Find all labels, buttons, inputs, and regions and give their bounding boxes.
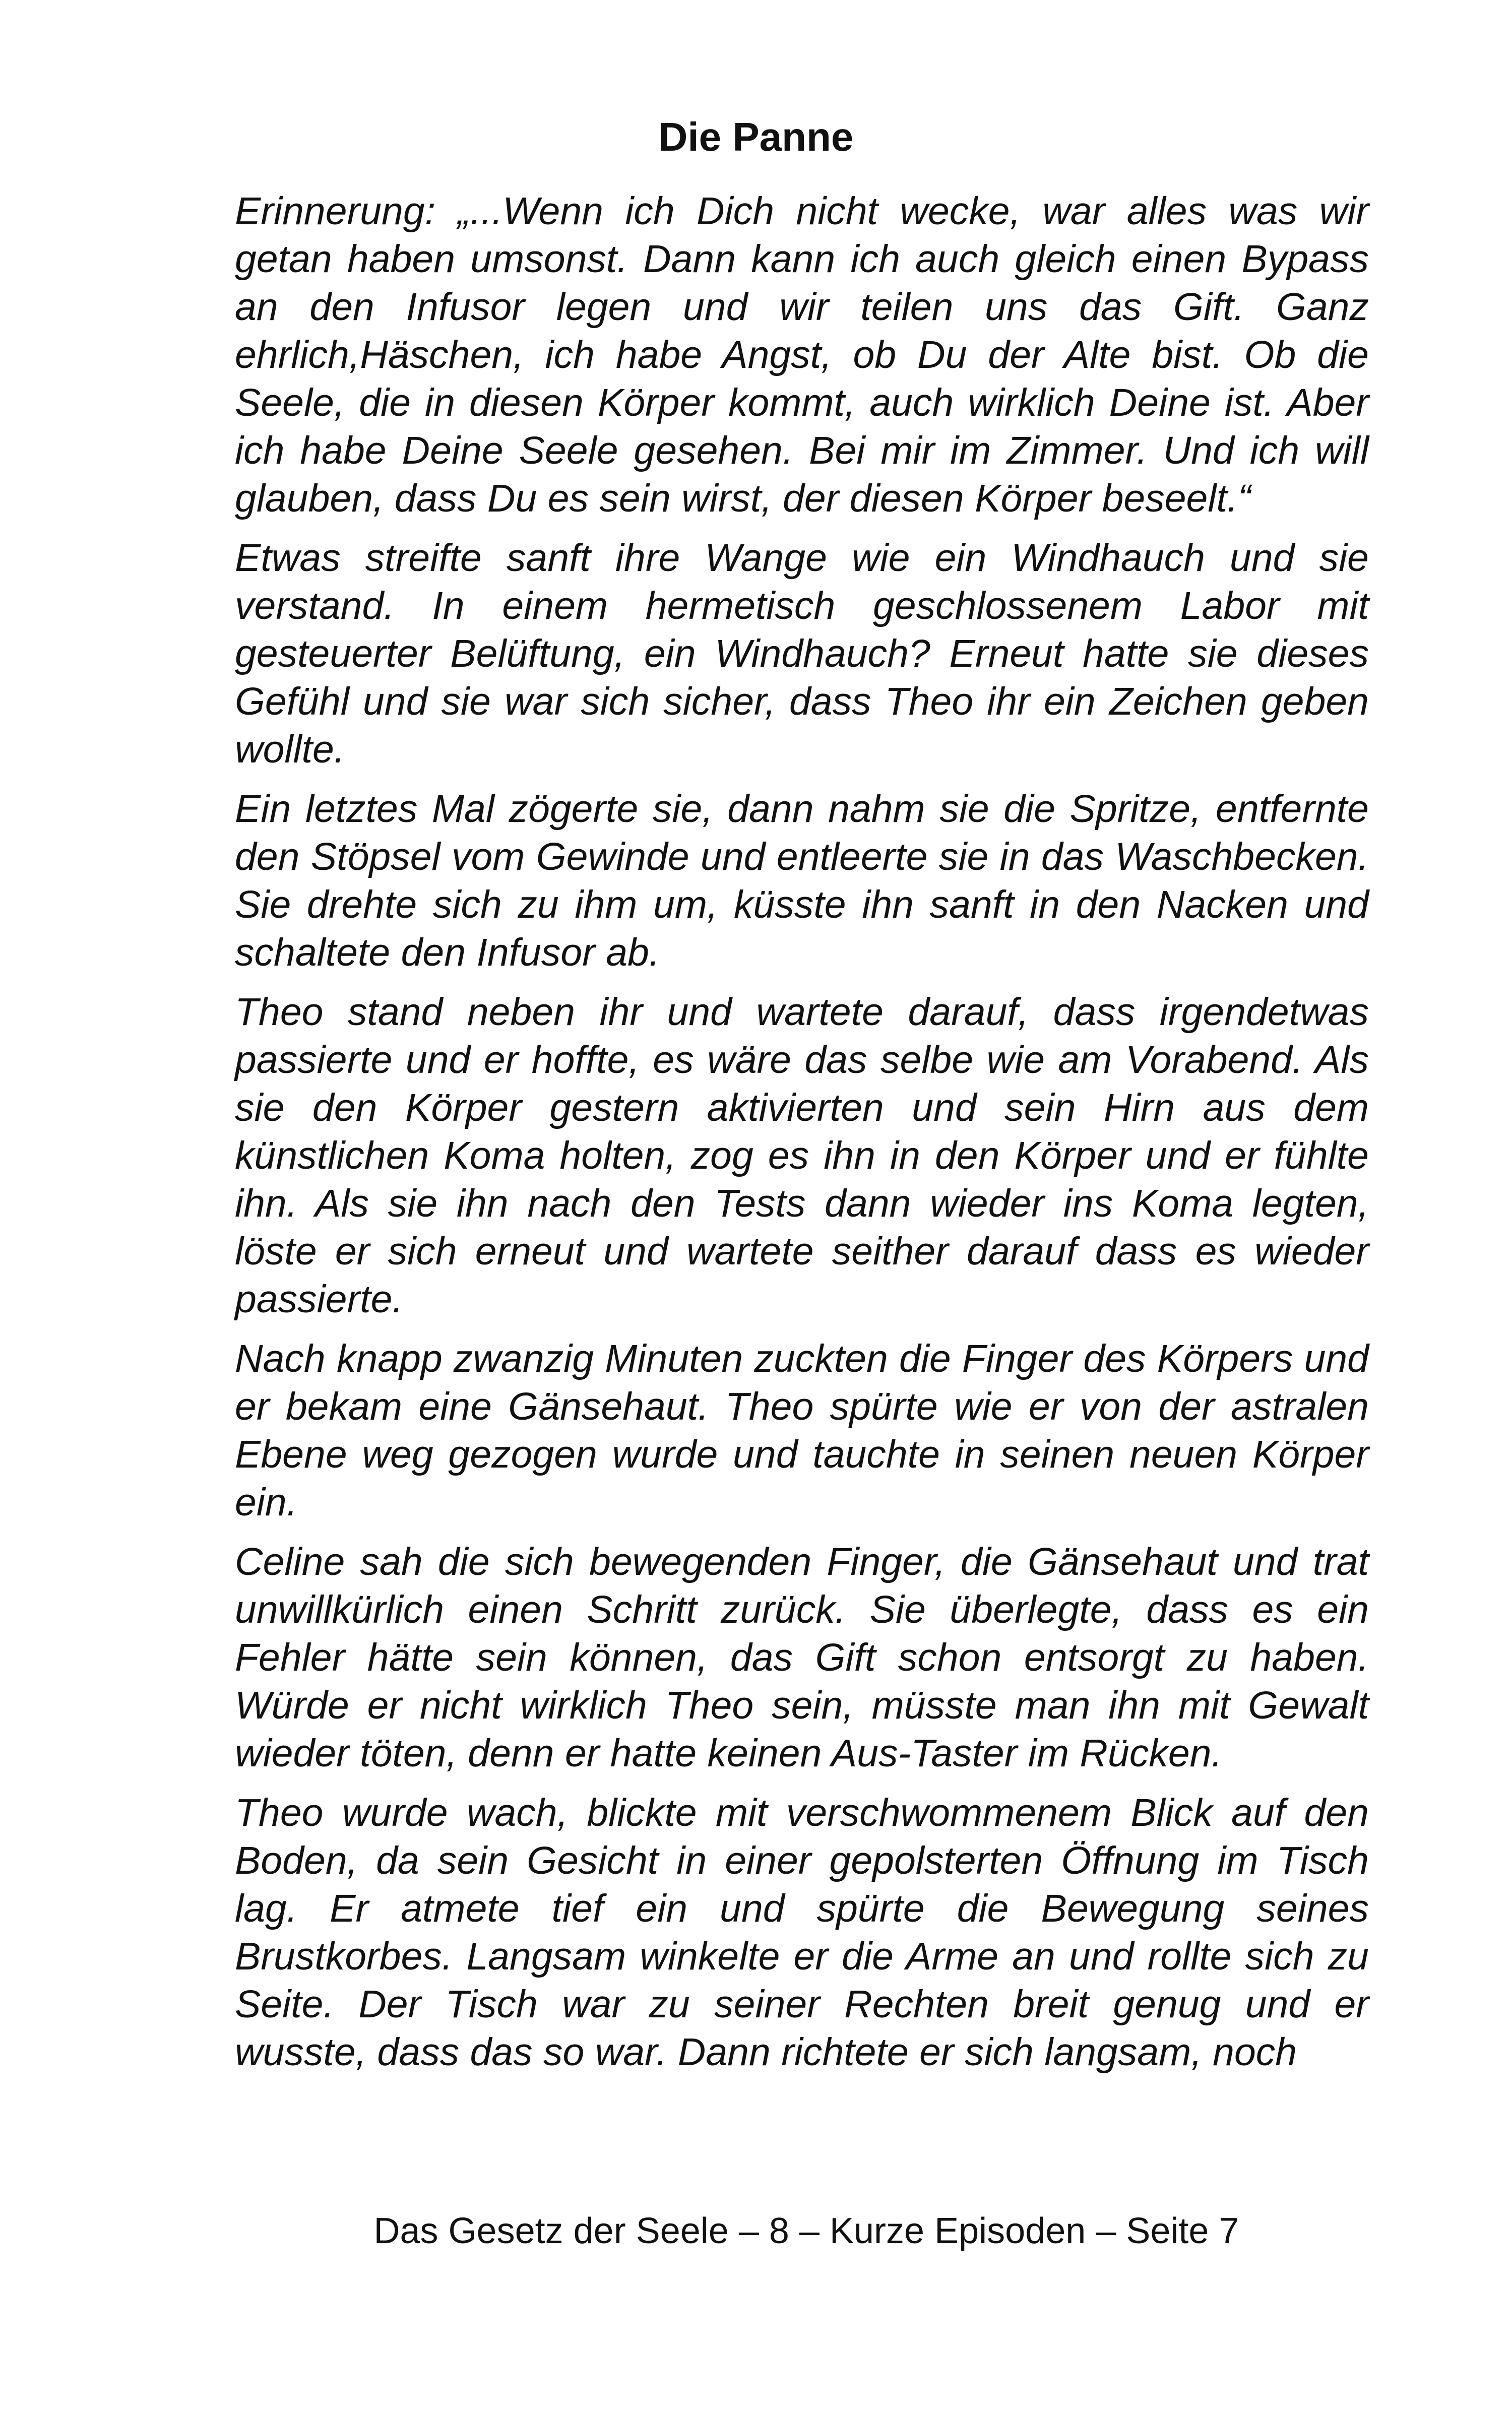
page-title: Die Panne xyxy=(658,114,854,159)
paragraph: Theo stand neben ihr und wartete darauf, dass irgendetwas passierte und er hoffte, es wäre das selbe wie am Vorabend. Als sie den Körper gestern aktivierten und sein Hirn aus dem künstlichen Koma holten, zog es ihn in den Körper und er fühlte ihn. Als sie ihn nach den Tests dann wieder ins Koma legten, löste er sich erneut und wartete seither darauf dass es wieder passierte. xyxy=(235,990,1369,1321)
page-footer: Das Gesetz der Seele – 8 – Kurze Episoden – Seite 7 xyxy=(373,2211,1239,2251)
paragraph: Celine sah die sich bewegenden Finger, die Gänsehaut und trat unwillkürlich einen Schritt zurück. Sie überlegte, dass es ein Fehler hätte sein können, das Gift schon entsorgt zu haben. Würde er nicht wirklich Theo sein, müsste man ihn mit Gewalt wieder töten, denn er hatte keinen Aus-Taster im Rücken. xyxy=(235,1540,1369,1775)
paragraph: Nach knapp zwanzig Minuten zuckten die Finger des Körpers und er bekam eine Gänsehaut. Theo spürte wie er von der astralen Ebene weg gezogen wurde und tauchte in seinen neuen Körper ein. xyxy=(235,1337,1369,1524)
paragraph: Erinnerung: „...Wenn ich Dich nicht wecke, war alles was wir getan haben umsonst. Dann kann ich auch gleich einen Bypass an den Infusor legen und wir teilen uns das Gift. Ganz ehrlich,Häschen, ich habe Angst, ob Du der Alte bist. Ob die Seele, die in diesen Körper kommt, auch wirklich Deine ist. Aber ich habe Deine Seele gesehen. Bei mir im Zimmer. Und ich will glauben, dass Du es sein wirst, der diesen Körper beseelt.“ xyxy=(235,189,1369,520)
paragraph: Etwas streifte sanft ihre Wange wie ein Windhauch und sie verstand. In einem hermetisch geschlossenem Labor mit gesteuerter Belüftung, ein Windhauch? Erneut hatte sie dieses Gefühl und sie war sich sicher, dass Theo ihr ein Zeichen geben wollte. xyxy=(235,536,1369,771)
paragraph: Theo wurde wach, blickte mit verschwommenem Blick auf den Boden, da sein Gesicht in einer gepolsterten Öffnung im Tisch lag. Er atmete tief ein und spürte die Bewegung seines Brustkorbes. Langsam winkelte er die Arme an und rollte sich zu Seite. Der Tisch war zu seiner Rechten breit genug und er wusste, dass das so war. Dann richtete er sich langsam, noch xyxy=(235,1791,1369,2074)
paragraph: Ein letztes Mal zögerte sie, dann nahm sie die Spritze, entfernte den Stöpsel vom Gewinde und entleerte sie in das Waschbecken. Sie drehte sich zu ihm um, küsste ihn sanft in den Nacken und schaltete den Infusor ab. xyxy=(235,787,1369,974)
body-text xyxy=(235,187,1369,2088)
